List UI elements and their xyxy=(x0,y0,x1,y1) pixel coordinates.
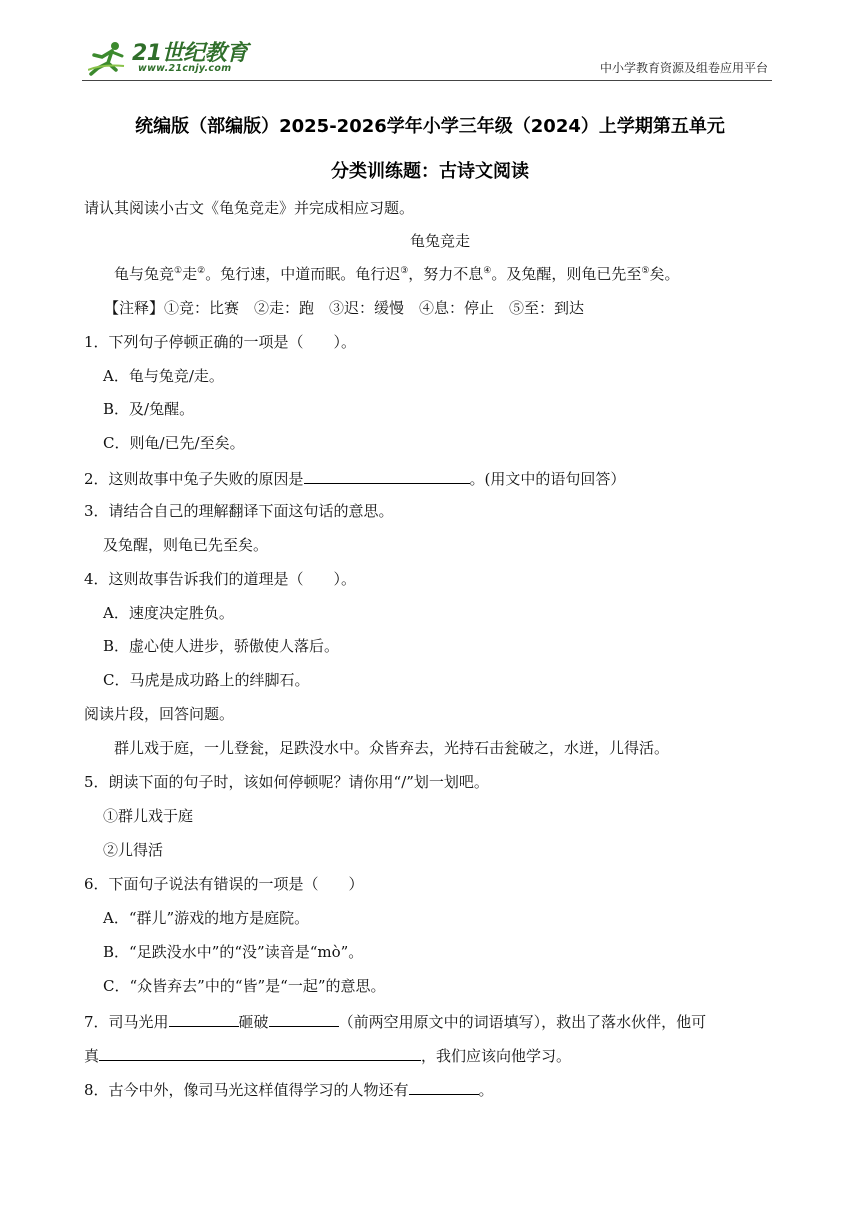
passage1-intro: 请认其阅读小古文《龟兔竞走》并完成相应习题。 xyxy=(84,199,415,217)
passage1-text: 龟与兔竞①走②。兔行速，中道而眠。龟行迟③，努力不息④。及兔醒，则龟已先至⑤矣。 xyxy=(114,265,680,283)
logo-text: 21世纪教育 xyxy=(132,41,248,66)
q5-item2: ②儿得活 xyxy=(103,841,164,859)
q7-stem: 7．司马光用 砸破 （前两空用原文中的词语填写），救出了落水伙伴，他可 xyxy=(84,1010,706,1032)
q6-stem: 6．下面句子说法有错误的一项是（ ） xyxy=(84,875,364,893)
q8-stem: 8．古今中外，像司马光这样值得学习的人物还有 。 xyxy=(84,1078,494,1100)
q6-option-a[interactable]: A．“群儿”游戏的地方是庭院。 xyxy=(103,909,310,927)
q2-stem: 2．这则故事中兔子失败的原因是 。(用文中的语句回答） xyxy=(84,467,625,489)
page-header xyxy=(82,34,772,81)
q3-sentence: 及兔醒，则龟已先至矣。 xyxy=(103,536,269,554)
page-title-line1: 统编版（部编版）2025-2026学年小学三年级（2024）上学期第五单元 xyxy=(135,116,725,137)
q7-blank-2[interactable] xyxy=(269,1010,339,1027)
q4-stem: 4．这则故事告诉我们的道理是（ ）。 xyxy=(84,570,357,588)
passage1-heading: 龟兔竞走 xyxy=(409,232,470,250)
passage2-intro: 阅读片段，回答问题。 xyxy=(84,705,235,723)
q6-option-b[interactable]: B．“足跌没水中”的“没”读音是“mò”。 xyxy=(103,943,364,961)
q4-option-b[interactable]: B．虚心使人进步，骄傲使人落后。 xyxy=(103,637,340,655)
page-title-line2: 分类训练题：古诗文阅读 xyxy=(331,161,529,182)
q1-option-b[interactable]: B．及/兔醒。 xyxy=(103,400,195,418)
q1-option-a[interactable]: A．龟与兔竞/走。 xyxy=(103,367,224,385)
logo-url: www.21cnjy.com xyxy=(138,63,232,74)
q7-blank-3[interactable] xyxy=(99,1044,421,1061)
q5-item1: ①群儿戏于庭 xyxy=(103,807,194,825)
q3-stem: 3．请结合自己的理解翻译下面这句话的意思。 xyxy=(84,502,394,520)
q4-option-a[interactable]: A．速度决定胜负。 xyxy=(103,604,234,622)
q1-option-c[interactable]: C．则龟/已先/至矣。 xyxy=(103,434,245,452)
q4-option-c[interactable]: C．马虎是成功路上的绊脚石。 xyxy=(103,671,310,689)
passage2-text: 群儿戏于庭，一儿登瓮，足跌没水中。众皆弃去，光持石击瓮破之，水迸，儿得活。 xyxy=(114,739,670,757)
q8-answer-blank[interactable] xyxy=(409,1078,479,1095)
logo xyxy=(82,36,252,78)
q6-option-c[interactable]: C．“众皆弃去”中的“皆”是“一起”的意思。 xyxy=(103,977,386,995)
runner-logo-icon xyxy=(88,40,128,76)
q7-blank-1[interactable] xyxy=(169,1010,239,1027)
q5-stem: 5．朗读下面的句子时，该如何停顿呢？请你用“/”划一划吧。 xyxy=(84,773,489,791)
q1-stem: 1．下列句子停顿正确的一项是（ ）。 xyxy=(84,333,357,351)
q2-answer-blank[interactable] xyxy=(304,467,470,484)
platform-label: 中小学教育资源及组卷应用平台 xyxy=(599,61,768,75)
passage1-notes: 【注释】①竞：比赛 ②走：跑 ③迟：缓慢 ④息：停止 ⑤至：到达 xyxy=(104,299,585,317)
q7-stem-continued: 真 ，我们应该向他学习。 xyxy=(84,1044,571,1066)
